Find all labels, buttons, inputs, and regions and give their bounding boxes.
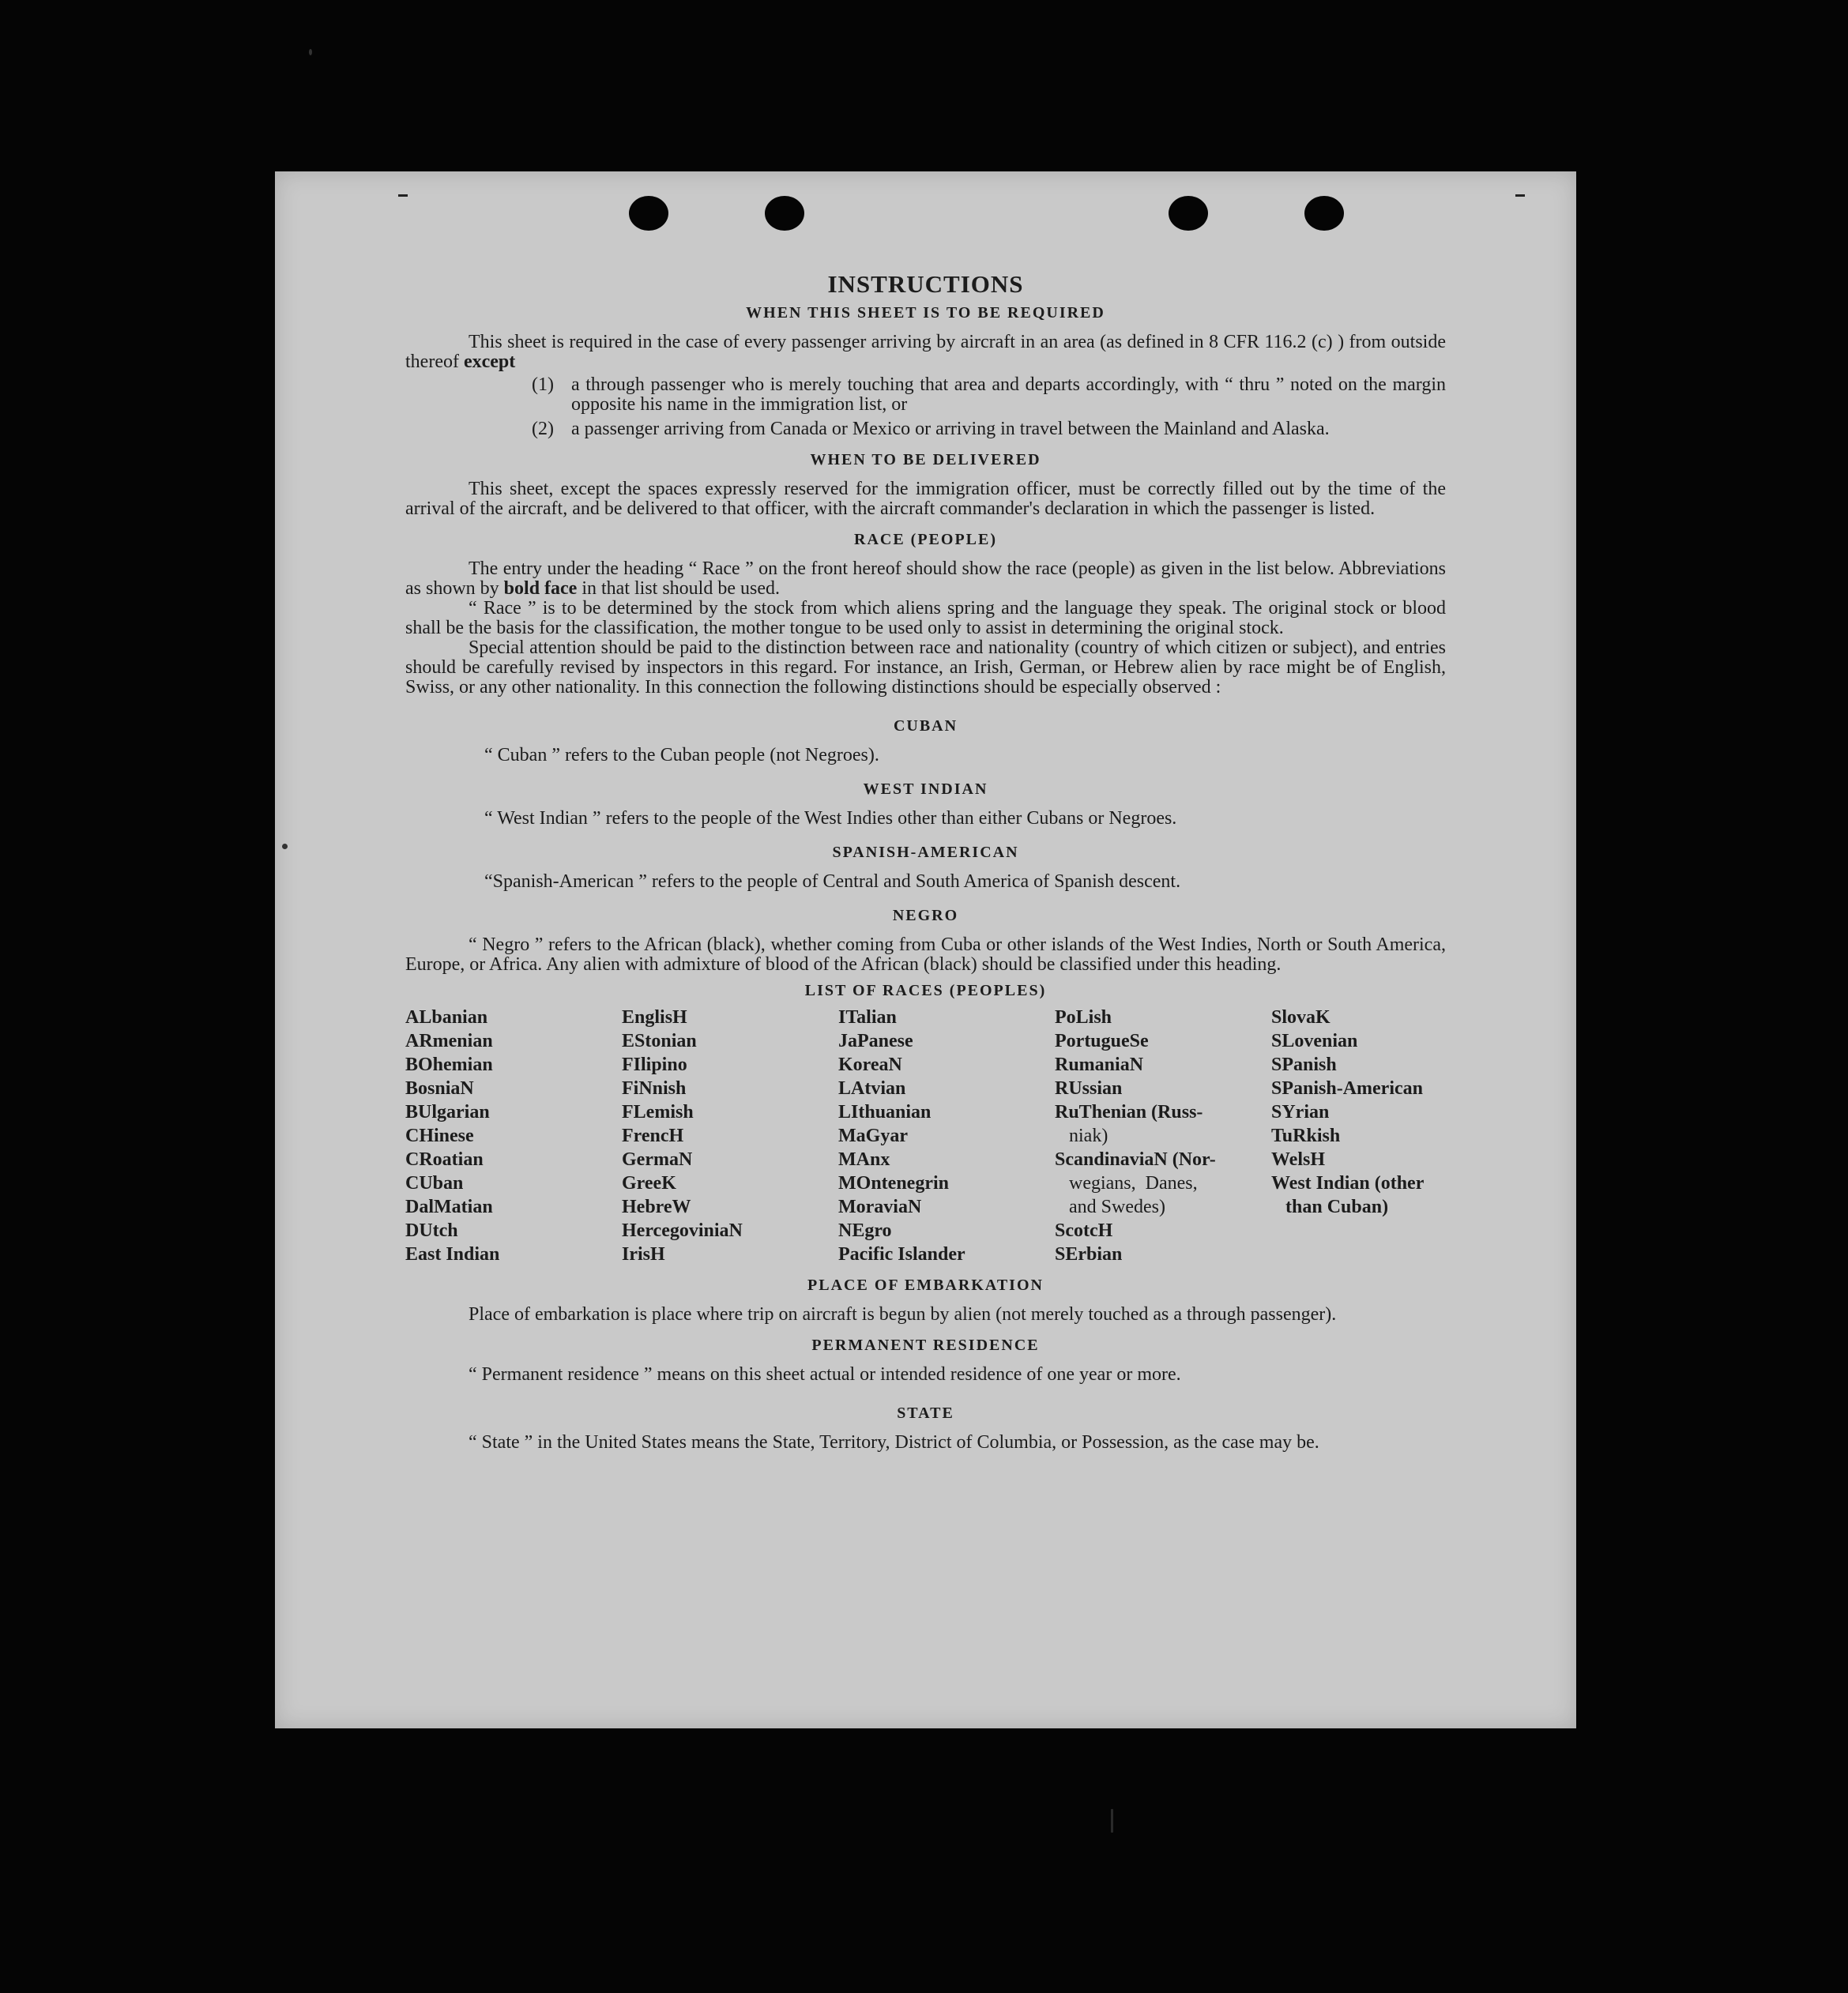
section-heading-negro: NEGRO: [892, 907, 959, 924]
section-heading-races-list: LIST OF RACES (PEOPLES): [804, 982, 1047, 999]
cuban-text: “ Cuban ” refers to the Cuban people (not Negroes).: [484, 745, 879, 765]
race-paragraph-1: [405, 559, 1446, 599]
races-list: [405, 1006, 1446, 1266]
required-intro: [405, 333, 1446, 372]
races-column: [838, 1006, 1055, 1266]
delivered-text: This sheet, except the spaces expressly reserved for the immigration officer, must be correctly filled out by the time of the arrival of the aircraft, and be delivered to that officer, with the aircraft commander's declaration in which the passenger is listed.: [405, 479, 1446, 519]
edge-mark: [1515, 194, 1525, 197]
section-heading-spanish-american: SPANISH-AMERICAN: [832, 844, 1019, 861]
exception-text: a passenger arriving from Canada or Mexico or arriving in travel between the Mainland and Alaska.: [571, 419, 1330, 439]
race-item: KoreaN: [838, 1055, 902, 1075]
race-item: SPanish-American: [1271, 1078, 1423, 1099]
scan-speck: [309, 49, 312, 55]
race-item: FLemish: [622, 1102, 694, 1122]
race-item: CUban: [405, 1173, 464, 1194]
races-column: [1271, 1006, 1445, 1266]
state-text: “ State ” in the United States means the State, Territory, District of Columbia, or Possession, as the case may be.: [469, 1432, 1319, 1453]
race-item: SlovaK: [1271, 1007, 1330, 1028]
race-item: SPanish: [1271, 1055, 1337, 1075]
scan-speck: [1111, 1809, 1113, 1833]
race-item: PoLish: [1055, 1007, 1112, 1028]
race-item: JaPanese: [838, 1031, 913, 1051]
race-item: EnglisH: [622, 1007, 687, 1028]
race-item: ScotcH: [1055, 1220, 1113, 1241]
spanish-american-text: “Spanish-American ” refers to the people of Central and South America of Spanish descent.: [484, 871, 1181, 892]
race-item: and Swedes): [1055, 1197, 1165, 1217]
embarkation-text: Place of embarkation is place where trip on aircraft is begun by alien (not merely touched as a through passenger).: [469, 1304, 1337, 1325]
race-item: CRoatian: [405, 1149, 484, 1170]
edge-mark: [398, 194, 408, 197]
section-heading-cuban: CUBAN: [893, 717, 958, 735]
race-item: RumaniaN: [1055, 1055, 1144, 1075]
race-item: WelsH: [1271, 1149, 1326, 1170]
race-paragraph-2: “ Race ” is to be determined by the stock from which aliens spring and the language they speak. The original stock or blood shall be the basis for the classification, the mother tongue to be used only to assist in determining the original stock.: [405, 598, 1446, 638]
punch-hole: [765, 196, 804, 231]
race-item: RuThenian (Russ-: [1055, 1102, 1203, 1122]
race-item: West Indian (other: [1271, 1173, 1425, 1194]
race-item: BosniaN: [405, 1078, 474, 1099]
race-item: wegians, Danes,: [1055, 1173, 1198, 1194]
race-item: MAnx: [838, 1149, 890, 1170]
race-item: DUtch: [405, 1220, 458, 1241]
race-p1-bold: bold face: [503, 578, 578, 599]
race-item: HebreW: [622, 1197, 691, 1217]
race-item: SErbian: [1055, 1244, 1123, 1265]
race-item: RUssian: [1055, 1078, 1123, 1099]
negro-text: “ Negro ” refers to the African (black), whether coming from Cuba or other islands of the West Indies, North or South America, Europe, or Africa. Any alien with admixture of blood of the African (black) should be classified under this heading.: [405, 934, 1446, 975]
race-item: LAtvian: [838, 1078, 906, 1099]
race-p1-text-end: in that list should be used.: [581, 578, 780, 599]
race-paragraph-3: Special attention should be paid to the distinction between race and nationality (country of which citizen or subject), and entries should be carefully revised by inspectors in this regard. For instance, an Irish, German, or Hebrew alien by race might be of English, Swiss, or any other nationality. In this connection the following distinctions should be especially observed :: [405, 637, 1446, 698]
section-heading-residence: PERMANENT RESIDENCE: [811, 1337, 1040, 1354]
scan-speck: [282, 844, 288, 849]
races-column: [622, 1006, 838, 1266]
race-item: PortugueSe: [1055, 1031, 1149, 1051]
punch-hole: [629, 196, 668, 231]
residence-text: “ Permanent residence ” means on this sheet actual or intended residence of one year or more.: [469, 1364, 1181, 1385]
punch-hole: [1304, 196, 1344, 231]
race-p1-text: The entry under the heading “ Race ” on the front hereof should show the race (people) as given in the list below. Abbreviations as shown by: [405, 558, 1446, 599]
document-sheet: [275, 171, 1576, 1728]
exception-text: a through passenger who is merely touching that area and departs accordingly, with “ thru ” noted on the margin opposite his name in the immigration list, or: [571, 374, 1446, 415]
race-item: BUlgarian: [405, 1102, 490, 1122]
race-item: MaGyar: [838, 1126, 908, 1146]
race-item: HercegoviniaN: [622, 1220, 743, 1241]
race-item: ScandinaviaN (Nor-: [1055, 1149, 1216, 1170]
race-item: SYrian: [1271, 1102, 1330, 1122]
punch-hole: [1169, 196, 1208, 231]
race-item: Pacific Islander: [838, 1244, 965, 1265]
race-item: niak): [1055, 1126, 1108, 1146]
race-item: IrisH: [622, 1244, 665, 1265]
race-item: BOhemian: [405, 1055, 493, 1075]
race-item: SLovenian: [1271, 1031, 1358, 1051]
exception-item: [405, 375, 1446, 415]
required-intro-bold: except: [463, 352, 516, 372]
races-column: [1055, 1006, 1271, 1266]
section-heading-delivered: WHEN TO BE DELIVERED: [810, 451, 1041, 468]
race-item: than Cuban): [1271, 1197, 1389, 1217]
exception-number: (1): [532, 374, 554, 395]
exception-number: (2): [532, 419, 554, 439]
section-heading-embarkation: PLACE OF EMBARKATION: [807, 1277, 1044, 1294]
required-intro-text: This sheet is required in the case of every passenger arriving by aircraft in an area (as defined in 8 CFR 116.2 (c) ) from outside thereof: [405, 332, 1446, 372]
race-item: TuRkish: [1271, 1126, 1341, 1146]
race-item: EStonian: [622, 1031, 697, 1051]
section-heading-required: WHEN THIS SHEET IS TO BE REQUIRED: [746, 304, 1105, 322]
exception-item: [405, 419, 1446, 439]
section-heading-race: RACE (PEOPLE): [854, 531, 997, 548]
west-indian-text: “ West Indian ” refers to the people of the West Indies other than either Cubans or Negroes.: [484, 808, 1177, 829]
section-heading-west-indian: WEST INDIAN: [863, 780, 988, 798]
race-item: NEgro: [838, 1220, 892, 1241]
instructions-content: [405, 270, 1446, 1453]
race-item: ARmenian: [405, 1031, 493, 1051]
races-column: [405, 1006, 622, 1266]
race-item: GermaN: [622, 1149, 693, 1170]
race-item: MOntenegrin: [838, 1173, 949, 1194]
race-item: FIlipino: [622, 1055, 687, 1075]
race-item: FiNnish: [622, 1078, 687, 1099]
race-item: FrencH: [622, 1126, 684, 1146]
section-heading-state: STATE: [897, 1405, 954, 1422]
page-title: INSTRUCTIONS: [827, 270, 1024, 298]
race-item: DalMatian: [405, 1197, 493, 1217]
race-item: MoraviaN: [838, 1197, 922, 1217]
race-item: LIthuanian: [838, 1102, 932, 1122]
race-item: East Indian: [405, 1244, 500, 1265]
race-item: GreeK: [622, 1173, 676, 1194]
race-item: ALbanian: [405, 1007, 488, 1028]
race-item: ITalian: [838, 1007, 897, 1028]
race-item: CHinese: [405, 1126, 474, 1146]
